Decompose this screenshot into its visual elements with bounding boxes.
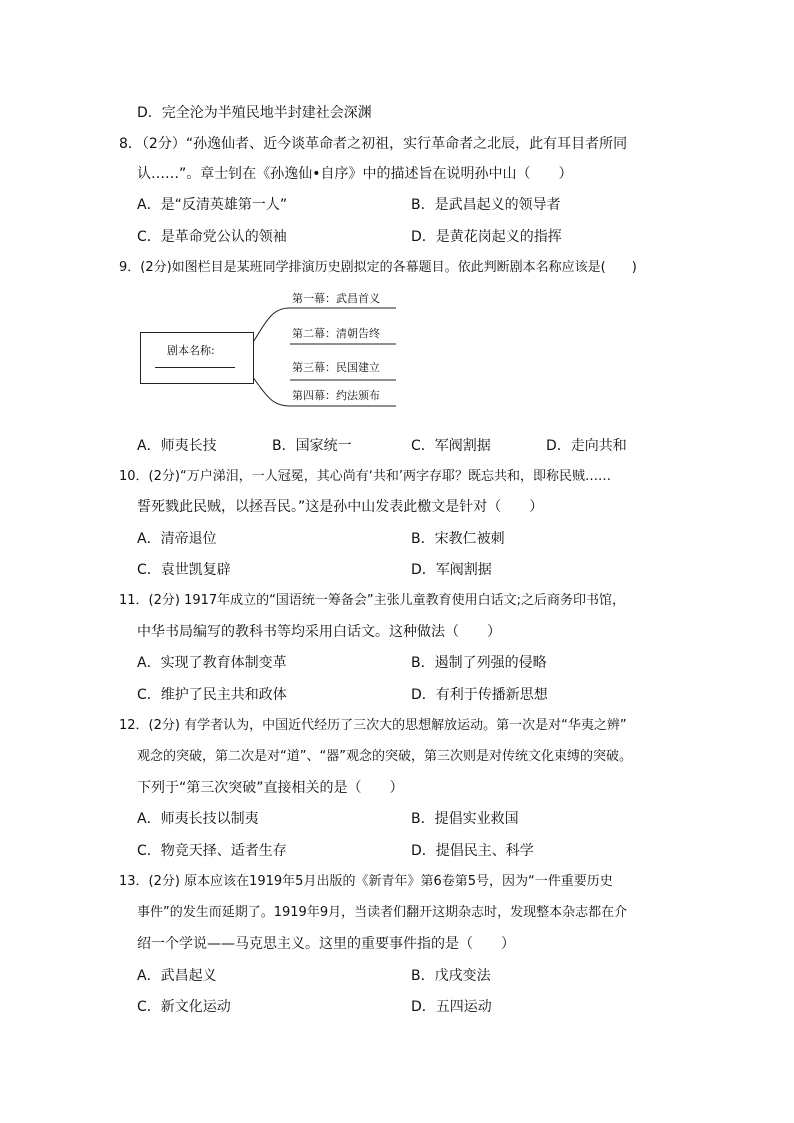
q11-stem-line1: 11．(2分) 1917年成立的“国语统一筹备会”主张儿童教育使用白话文;之后商务印书馆， [119, 593, 626, 608]
q12-stem-line3: 下列于“第三次突破”直接相关的是（ ） [137, 780, 404, 796]
q9-option-a: A．师夷长技 [137, 438, 217, 454]
q12-stem-line1: 12．(2分) 有学者认为，中国近代经历了三次大的思想解放运动。第一次是对“华夷之辨” [119, 718, 627, 733]
q12-option-c: C．物竞天择、适者生存 [137, 843, 287, 859]
q13-option-d: D．五四运动 [411, 999, 492, 1015]
q7-option-d: D．完全沦为半殖民地半封建社会深渊 [137, 105, 372, 121]
q12-option-a: A．师夷长技以制夷 [137, 811, 259, 827]
q9-stem-line1: 9．(2分)如图栏目是某班同学排演历史剧拟定的各幕题目。依此判断剧本名称应该是( ) [119, 260, 637, 275]
q11-option-b: B．遏制了列强的侵略 [411, 655, 547, 671]
q8-option-b: B．是武昌起义的领导者 [411, 197, 561, 213]
q12-stem-line2: 观念的突破，第二次是对“道”、“器”观念的突破，第三次则是对传统文化束缚的突破。 [137, 749, 632, 764]
q8-option-c: C．是革命党公认的领袖 [137, 229, 287, 245]
q12-option-b: B．提倡实业救国 [411, 811, 519, 827]
act-1-title: 第一幕：武昌首义 [292, 292, 380, 305]
act-2-title: 第二幕：清朝告终 [292, 327, 380, 340]
q13-option-b: B．戊戌变法 [411, 968, 491, 984]
q13-stem-line1: 13．(2分) 原本应该在1919年5月出版的《新青年》第6卷第5号，因为“一件重要历史 [119, 874, 613, 889]
q13-stem-line3: 绍一个学说——马克思主义。这里的重要事件指的是（ ） [137, 936, 515, 952]
q10-stem-line2: 誓死戮此民贼，以拯吾民。”这是孙中山发表此檄文是针对（ ） [137, 499, 544, 515]
q8-stem-line2: 认……”。章士钊在《孙逸仙•自序》中的描述旨在说明孙中山（ ） [137, 166, 573, 182]
play-name-blank [155, 367, 235, 368]
q10-option-c: C．袁世凯复辟 [137, 562, 231, 578]
act-3-title: 第三幕：民国建立 [292, 361, 380, 374]
act-4-title: 第四幕：约法颁布 [292, 389, 380, 402]
q9-option-d: D．走向共和 [546, 438, 627, 454]
q10-option-d: D．军阀割据 [411, 562, 492, 578]
q9-option-c: C．军阀割据 [411, 438, 491, 454]
q11-option-c: C．维护了民主共和政体 [137, 687, 287, 703]
q8-option-a: A．是“反清英雄第一人” [137, 197, 288, 213]
q13-option-a: A．武昌起义 [137, 968, 217, 984]
q11-option-d: D．有利于传播新思想 [411, 687, 548, 703]
q9-option-b: B．国家统一 [272, 438, 352, 454]
play-name-box [140, 332, 254, 384]
q12-option-d: D．提倡民主、科学 [411, 843, 534, 859]
q8-option-d: D．是黄花岗起义的指挥 [411, 229, 562, 245]
q8-stem-line1: 8．（2分）“孙逸仙者、近今谈革命者之初祖，实行革命者之北辰，此有耳目者所同 [119, 136, 628, 152]
q10-option-b: B．宋教仁被刺 [411, 531, 505, 547]
play-title-diagram [138, 288, 408, 410]
q11-option-a: A．实现了教育体制变革 [137, 655, 287, 671]
q10-stem-line1: 10．(2分)“万户涕泪，一人冠冕，其心尚有‘共和’两字存耶？既忘共和，即称民贼…… [119, 469, 611, 484]
q11-stem-line2: 中华书局编写的教科书等均采用白话文。这种做法（ ） [137, 624, 501, 640]
q13-stem-line2: 事件”的发生而延期了。1919年9月，当读者们翻开这期杂志时，发现整本杂志都在介 [137, 905, 628, 920]
q10-option-a: A．清帝退位 [137, 531, 217, 547]
play-name-label: 剧本名称: [167, 344, 215, 357]
q13-option-c: C．新文化运动 [137, 999, 231, 1015]
